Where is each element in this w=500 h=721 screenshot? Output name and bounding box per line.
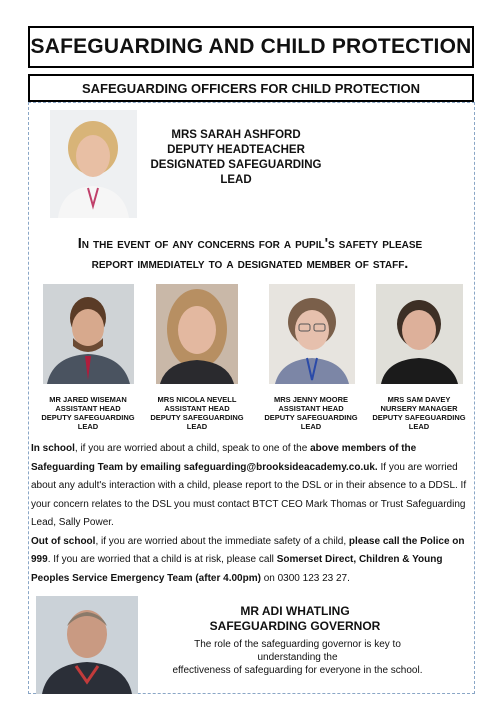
person-portrait-icon	[156, 284, 238, 384]
staff-photo-3	[269, 284, 355, 384]
governor-name: MR ADI WHATLING	[240, 604, 350, 618]
lead-details	[146, 128, 326, 188]
staff-name: MRS JENNY MOORE	[273, 395, 349, 404]
staff-name: MR JARED WISEMAN	[49, 395, 127, 404]
staff-photo-2	[156, 284, 238, 384]
page-title-box	[28, 26, 474, 68]
person-portrait-icon	[36, 596, 138, 694]
staff-role: NURSERY MANAGER	[380, 404, 458, 413]
staff-role: DEPUTY SAFEGUARDING	[372, 413, 466, 422]
governor-details	[170, 604, 420, 634]
staff-photo-4	[376, 284, 463, 384]
person-portrait-icon	[376, 284, 463, 384]
staff-caption-4	[369, 395, 469, 431]
person-portrait-icon	[50, 110, 137, 218]
governor-role: SAFEGUARDING GOVERNOR	[209, 619, 381, 633]
person-portrait-icon	[43, 284, 134, 384]
governor-text-line: effectiveness of safeguarding for everyone in the school.	[172, 665, 423, 676]
lead-name: MRS SARAH ASHFORD	[171, 129, 301, 141]
governor-description	[155, 638, 440, 677]
page-title: SAFEGUARDING AND CHILD PROTECTION	[30, 35, 472, 58]
staff-name: MRS SAM DAVEY	[387, 395, 451, 404]
staff-role: LEAD	[77, 422, 99, 431]
staff-role: ASSISTANT HEAD	[55, 404, 121, 413]
notice-line-1: In the event of any concerns for a pupil's safety please	[77, 236, 423, 252]
staff-role: DEPUTY SAFEGUARDING	[41, 413, 135, 422]
lead-photo	[50, 110, 137, 218]
concern-notice	[30, 234, 470, 274]
staff-role: LEAD	[300, 422, 322, 431]
out-of-school-paragraph: Out of school, if you are worried about the immediate safety of a child, please call the Police on 999. If you are worried that a child is at risk, please call Somerset Direct, Children & Young Peoples Service Emergency Team (after 4.00pm) on 0300 123 23 27.	[31, 535, 465, 584]
staff-name: MRS NICOLA NEVELL	[157, 395, 237, 404]
safeguarding-instructions	[31, 440, 471, 588]
staff-role: LEAD	[408, 422, 430, 431]
subtitle-box	[28, 74, 474, 102]
staff-caption-3	[261, 395, 361, 431]
lead-role-1: DEPUTY HEADTEACHER	[167, 144, 305, 156]
lead-role-3: LEAD	[220, 174, 252, 186]
staff-caption-1	[38, 395, 138, 431]
staff-role: LEAD	[186, 422, 208, 431]
in-school-paragraph: In school, if you are worried about a child, speak to one of the above members of the Safeguarding Team by emailing safeguarding@brooksideacademy.co.uk. If you are worried about any adult's interaction with a child, please report to the DSL or in their absence to a DDSL. If your concern relates to the DSL you must contact BTCT CEO Mark Thomas or Trust Safeguarding Lead, Sally Power.	[31, 443, 467, 528]
staff-caption-2	[147, 395, 247, 431]
lead-role-2: DESIGNATED SAFEGUARDING	[150, 159, 322, 171]
notice-line-2: report immediately to a designated member of staff.	[91, 256, 409, 272]
staff-role: DEPUTY SAFEGUARDING	[150, 413, 244, 422]
page-subtitle: SAFEGUARDING OFFICERS FOR CHILD PROTECTION	[82, 80, 420, 96]
staff-role: ASSISTANT HEAD	[164, 404, 230, 413]
governor-text-line: understanding the	[257, 652, 338, 663]
governor-photo	[36, 596, 138, 694]
staff-photo-1	[43, 284, 134, 384]
governor-text-line: The role of the safeguarding governor is key to	[194, 639, 401, 650]
person-portrait-icon	[269, 284, 355, 384]
staff-role: DEPUTY SAFEGUARDING	[264, 413, 358, 422]
staff-role: ASSISTANT HEAD	[278, 404, 344, 413]
